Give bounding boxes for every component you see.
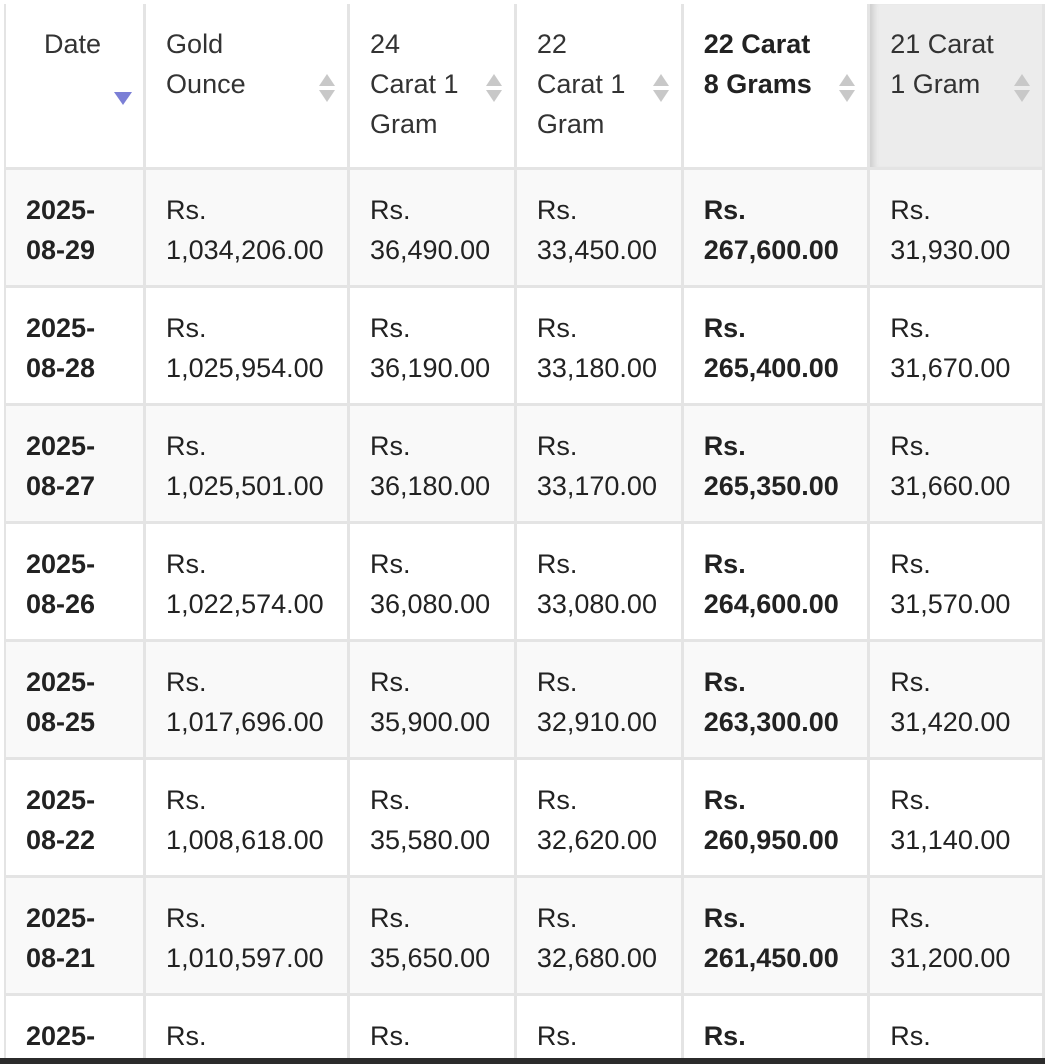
date-cell: 2025-08-29	[5, 168, 145, 286]
date-cell: 2025-08-25	[5, 640, 145, 758]
table-row	[5, 640, 1044, 758]
22-carat-1-gram-cell: Rs. 32,620.00	[515, 758, 682, 876]
21-carat-1-gram-cell: Rs. 31,140.00	[869, 758, 1044, 876]
column-header-21-carat-1-gram[interactable]	[869, 4, 1044, 168]
22-carat-8-grams-cell: Rs. 261,450.00	[682, 876, 869, 994]
gold-ounce-cell: Rs. 1,034,206.00	[145, 168, 349, 286]
table-row	[5, 876, 1044, 994]
22-carat-1-gram-cell: Rs. 33,450.00	[515, 168, 682, 286]
date-cell: 2025-08-26	[5, 522, 145, 640]
22-carat-8-grams-cell: Rs. 265,350.00	[682, 404, 869, 522]
column-header-label: 22 Carat 8 Grams	[703, 29, 812, 99]
24-carat-1-gram-cell: Rs. 36,190.00	[349, 286, 516, 404]
24-carat-1-gram-cell: Rs. 35,580.00	[349, 758, 516, 876]
22-carat-1-gram-cell: Rs. 33,170.00	[515, 404, 682, 522]
column-header-22-carat-1-gram[interactable]	[515, 4, 682, 168]
column-header-label: 22 Carat 1 Gram	[536, 29, 626, 139]
date-cell: 2025-	[5, 994, 145, 1058]
date-cell: 2025-08-28	[5, 286, 145, 404]
24-carat-1-gram-cell: Rs. 36,080.00	[349, 522, 516, 640]
21-carat-1-gram-cell: Rs. 31,660.00	[869, 404, 1044, 522]
22-carat-8-grams-cell: Rs. 264,600.00	[682, 522, 869, 640]
gold-ounce-cell: Rs. 1,025,501.00	[145, 404, 349, 522]
column-header-label: Date	[44, 29, 102, 59]
22-carat-8-grams-cell: Rs. 265,400.00	[682, 286, 869, 404]
21-carat-1-gram-cell: Rs.	[869, 994, 1044, 1058]
sort-descending-icon	[114, 92, 132, 105]
22-carat-1-gram-cell: Rs. 33,180.00	[515, 286, 682, 404]
column-header-24-carat-1-gram[interactable]	[349, 4, 516, 168]
column-header-label: Gold Ounce	[166, 29, 246, 99]
22-carat-8-grams-cell: Rs.	[682, 994, 869, 1058]
22-carat-1-gram-cell: Rs. 32,910.00	[515, 640, 682, 758]
22-carat-1-gram-cell: Rs.	[515, 994, 682, 1058]
column-header-label: 21 Carat 1 Gram	[890, 29, 994, 99]
table-row	[5, 758, 1044, 876]
bottom-edge-bar	[0, 1058, 1045, 1064]
24-carat-1-gram-cell: Rs. 36,490.00	[349, 168, 516, 286]
22-carat-8-grams-cell: Rs. 267,600.00	[682, 168, 869, 286]
table-row	[5, 522, 1044, 640]
22-carat-1-gram-cell: Rs. 33,080.00	[515, 522, 682, 640]
column-header-label: 24 Carat 1 Gram	[370, 29, 459, 139]
date-cell: 2025-08-21	[5, 876, 145, 994]
gold-ounce-cell: Rs. 1,010,597.00	[145, 876, 349, 994]
24-carat-1-gram-cell: Rs.	[349, 994, 516, 1058]
22-carat-8-grams-cell: Rs. 260,950.00	[682, 758, 869, 876]
sort-icon	[319, 74, 335, 106]
21-carat-1-gram-cell: Rs. 31,670.00	[869, 286, 1044, 404]
gold-ounce-cell: Rs. 1,025,954.00	[145, 286, 349, 404]
21-carat-1-gram-cell: Rs. 31,200.00	[869, 876, 1044, 994]
sort-icon	[1014, 74, 1030, 106]
column-header-gold-ounce[interactable]	[145, 4, 349, 168]
date-cell: 2025-08-27	[5, 404, 145, 522]
sort-icon	[839, 74, 855, 106]
column-header-22-carat-8-grams[interactable]	[682, 4, 869, 168]
column-header-date[interactable]	[5, 4, 145, 168]
24-carat-1-gram-cell: Rs. 36,180.00	[349, 404, 516, 522]
21-carat-1-gram-cell: Rs. 31,570.00	[869, 522, 1044, 640]
table-row	[5, 404, 1044, 522]
table-body	[5, 168, 1044, 1058]
22-carat-1-gram-cell: Rs. 32,680.00	[515, 876, 682, 994]
gold-rates-table	[4, 4, 1045, 1058]
21-carat-1-gram-cell: Rs. 31,930.00	[869, 168, 1044, 286]
table-header-row	[5, 4, 1044, 168]
gold-ounce-cell: Rs. 1,008,618.00	[145, 758, 349, 876]
24-carat-1-gram-cell: Rs. 35,900.00	[349, 640, 516, 758]
table-row	[5, 994, 1044, 1058]
24-carat-1-gram-cell: Rs. 35,650.00	[349, 876, 516, 994]
gold-ounce-cell: Rs. 1,017,696.00	[145, 640, 349, 758]
table-row	[5, 168, 1044, 286]
table-row	[5, 286, 1044, 404]
22-carat-8-grams-cell: Rs. 263,300.00	[682, 640, 869, 758]
gold-ounce-cell: Rs.	[145, 994, 349, 1058]
date-cell: 2025-08-22	[5, 758, 145, 876]
21-carat-1-gram-cell: Rs. 31,420.00	[869, 640, 1044, 758]
gold-ounce-cell: Rs. 1,022,574.00	[145, 522, 349, 640]
sort-icon	[653, 74, 669, 106]
sort-icon	[486, 74, 502, 106]
